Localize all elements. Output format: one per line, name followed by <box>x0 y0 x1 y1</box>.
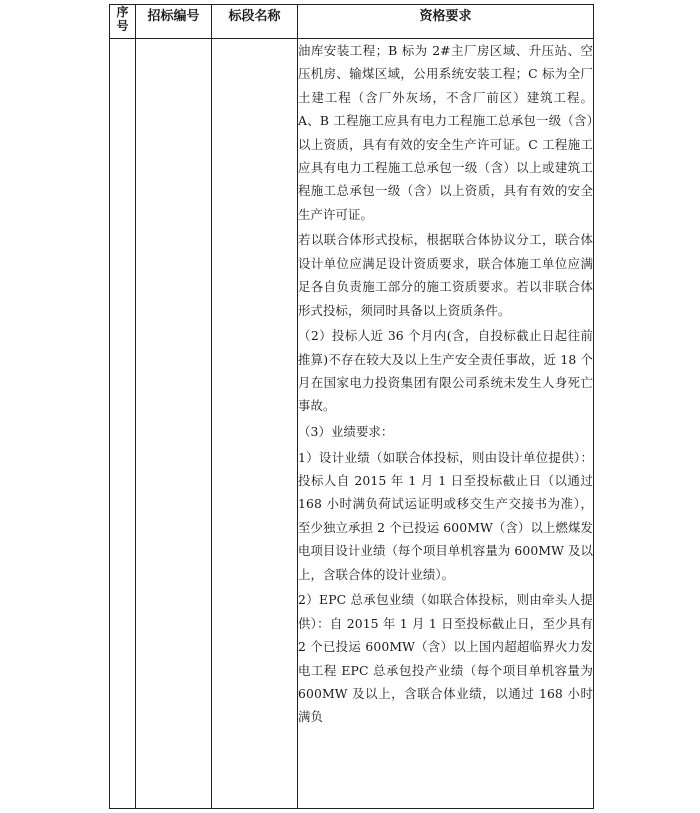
requirement-paragraph-3: （2）投标人近 36 个月内(含，自投标截止日起往前推算)不存在较大及以上生产安全责任事故，近 18 个月在国家电力投资集团有限公司系统未发生人身死亡事故。 <box>298 328 593 414</box>
requirement-paragraph-5: 1）设计业绩（如联合体投标，则由设计单位提供）：投标人自 2015 年 1 月 1 日至投标截止日（以通过 168 小时满负荷试运证明或移交生产交接书为准），至少独立承担 2 个已投运 600MW（含）以上燃煤发电项目设计业绩（每个项目单机容量为 600MW 及以上，含联合体的设计业绩）。 <box>298 449 593 582</box>
cell-serial-no <box>110 39 136 809</box>
requirement-paragraph-1: 油库安装工程；B 标为 2#主厂房区域、升压站、空压机房、输煤区域，公用系统安装工程；C 标为全厂土建工程（含厂外灰场，不含厂前区）建筑工程。A、B 工程施工应具有电力工程施工总承包一级（含）以上资质，具有有效的安全生产许可证。C 工程施工应具有电力工程施工总承包一级（含）以上或建筑工程施工总承包一级（含）以上资质，具有有效的安全生产许可证。 <box>298 43 593 222</box>
table-row <box>110 39 594 809</box>
header-requirements: 资格要求 <box>298 5 594 39</box>
requirement-paragraph-6: 2）EPC 总承包业绩（如联合体投标，则由牵头人提供）：自 2015 年 1 月 1 日至投标截止日，至少具有 2 个已投运 600MW（含）以上国内超超临界火力发电工程 EPC 总承包投产业绩（每个项目单机容量为 600MW 及以上，含联合体业绩，以通过 168 小时满负 <box>298 592 593 725</box>
requirement-paragraph-2: 若以联合体形式投标，根据联合体协议分工，联合体设计单位应满足设计资质要求，联合体施工单位应满足各自负责施工部分的施工资质要求。若以非联合体形式投标，须同时具备以上资质条件。 <box>298 232 593 318</box>
header-tender-no: 招标编号 <box>136 5 212 39</box>
cell-tender-no <box>136 39 212 809</box>
cell-requirements <box>298 39 594 809</box>
qualification-table <box>109 4 594 809</box>
cell-section-name <box>212 39 298 809</box>
header-serial-no <box>110 5 136 39</box>
requirement-paragraph-4: （3）业绩要求： <box>298 424 394 440</box>
table-header-row <box>110 5 594 39</box>
header-section-name: 标段名称 <box>212 5 298 39</box>
header-serial-no-text: 序 号 <box>116 5 129 33</box>
